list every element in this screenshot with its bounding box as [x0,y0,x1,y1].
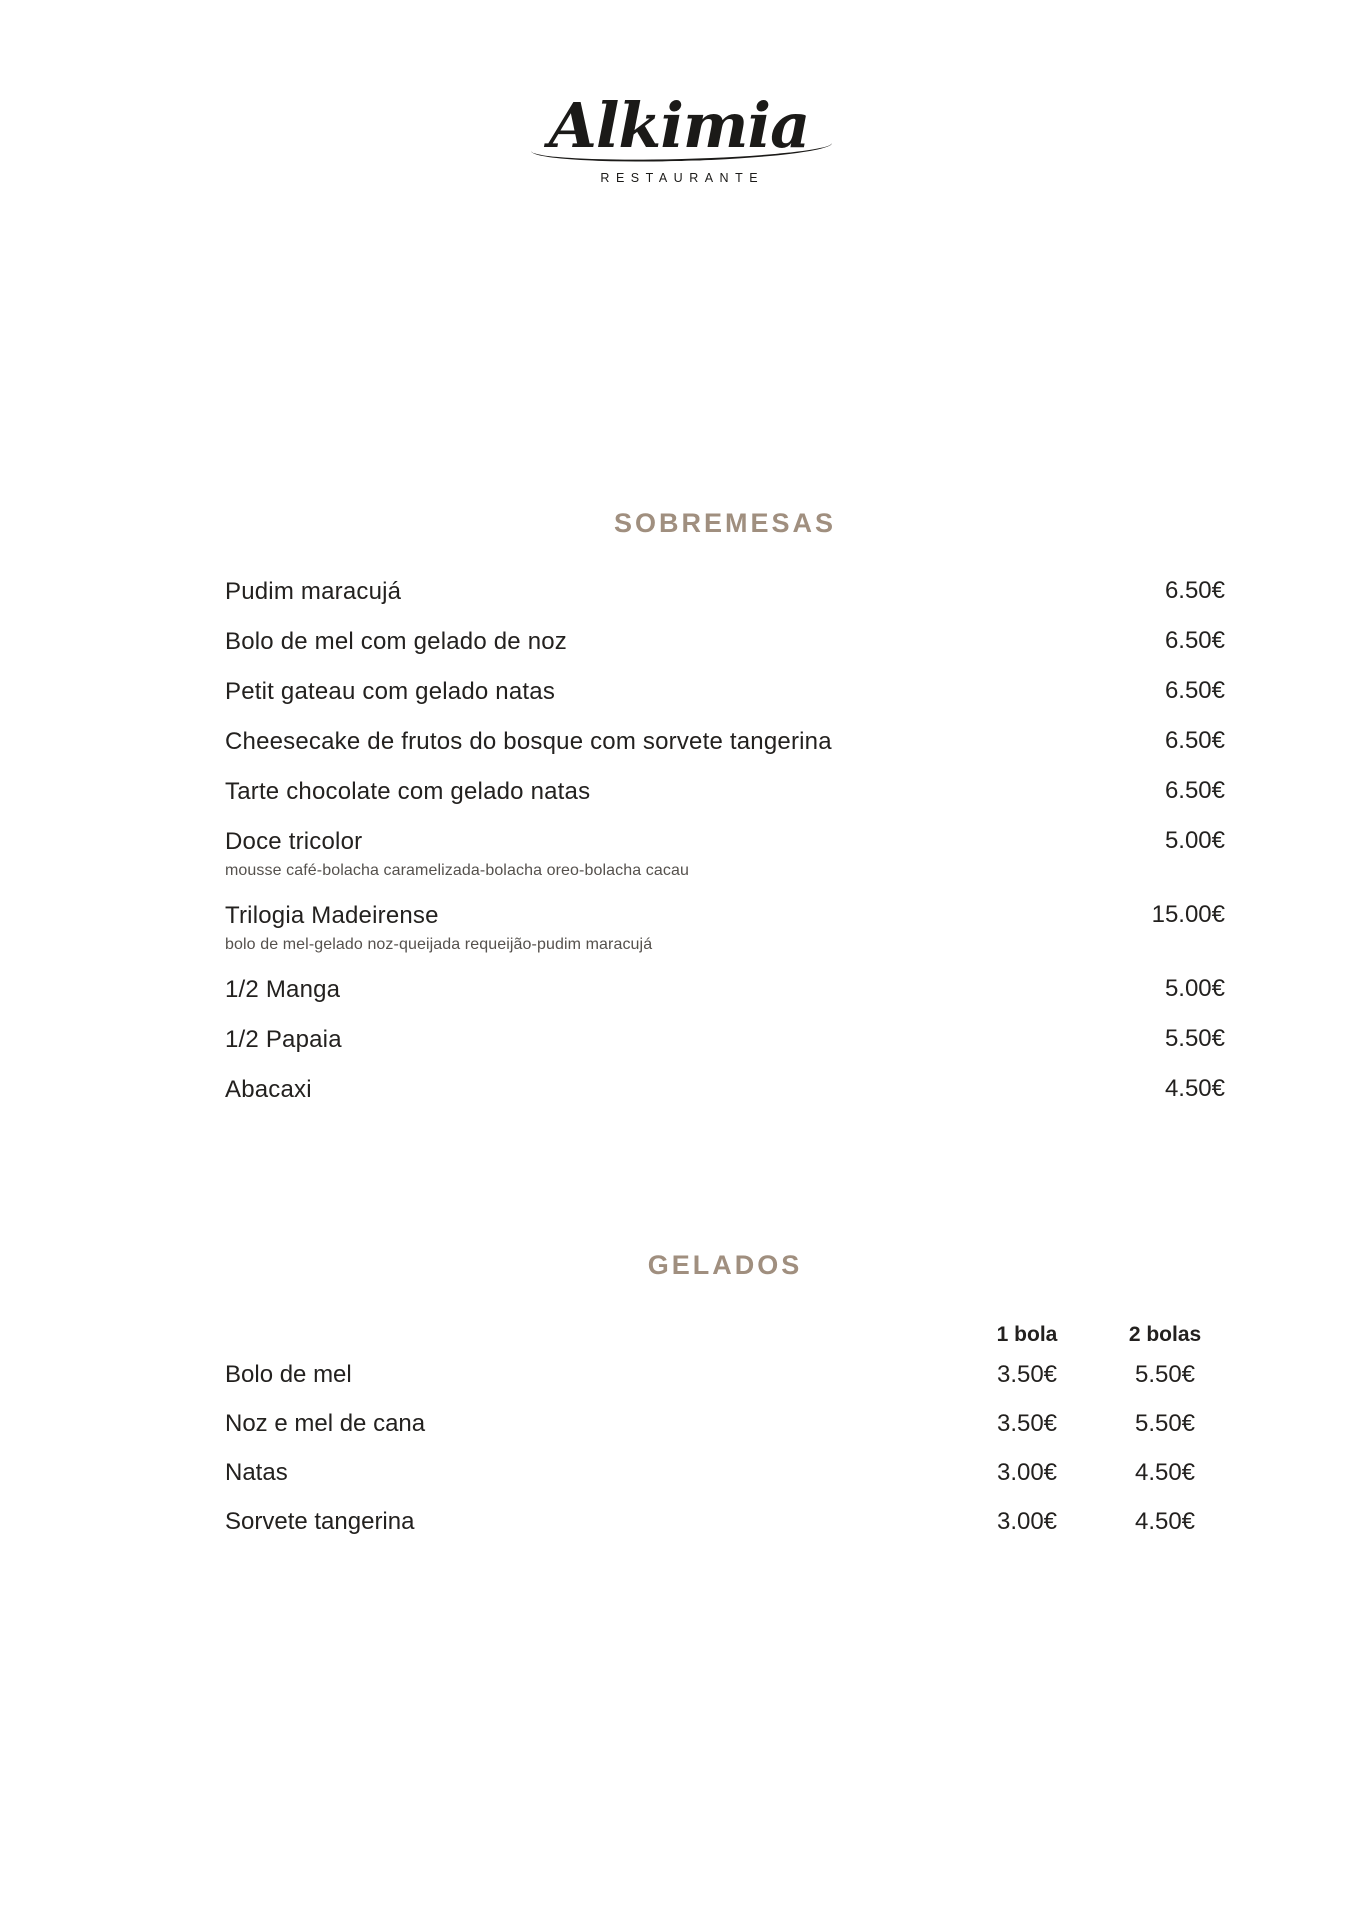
menu-item-name: Tarte chocolate com gelado natas [225,778,591,805]
sobremesas-section [225,508,1225,1125]
menu-item-price: 5.00€ [1164,975,1225,1002]
gelados-section [225,1250,1225,1557]
menu-item [225,975,1225,1005]
gelado-price-1-bola: 3.50€ [996,1410,1058,1437]
gelado-row [225,1361,1225,1389]
gelado-row [225,1508,1225,1536]
menu-item-texts [225,727,1105,757]
menu-item-name: Abacaxi [225,1076,312,1103]
menu-item-name: 1/2 Papaia [225,1026,342,1053]
gelado-name: Bolo de mel [225,1361,352,1388]
menu-item-price: 6.50€ [1164,777,1225,804]
menu-item-texts [225,901,1105,955]
gelado-price-2-bolas: 5.50€ [1134,1361,1196,1388]
gelado-price-1-bola: 3.00€ [996,1508,1058,1535]
menu-item-price: 6.50€ [1164,627,1225,654]
menu-item-price: 6.50€ [1164,677,1225,704]
menu-item [225,827,1225,881]
gelado-price-2-bolas: 5.50€ [1134,1410,1196,1437]
menu-item-price: 5.50€ [1164,1025,1225,1052]
menu-item-name: 1/2 Manga [225,976,341,1003]
column-header-2-bolas: 2 bolas [1128,1323,1202,1346]
gelado-name: Sorvete tangerina [225,1508,415,1535]
menu-item-description: mousse café-bolacha caramelizada-bolacha oreo-bolacha cacau [225,862,689,879]
gelados-item-list [225,1361,1225,1536]
menu-item-name: Cheesecake de frutos do bosque com sorvete tangerina [225,728,832,755]
gelado-price-2-bolas: 4.50€ [1134,1459,1196,1486]
menu-item-name: Petit gateau com gelado natas [225,678,556,705]
menu-item-name: Trilogia Madeirense [225,902,439,929]
menu-item-price: 15.00€ [1151,901,1225,928]
menu-item [225,727,1225,757]
menu-item-price: 6.50€ [1164,577,1225,604]
menu-item-name: Pudim maracujá [225,578,402,605]
menu-item [225,577,1225,607]
gelado-name: Noz e mel de cana [225,1410,426,1437]
gelado-price-1-bola: 3.50€ [996,1361,1058,1388]
menu-item-texts [225,627,1105,657]
menu-item-price: 6.50€ [1164,727,1225,754]
menu-item-name: Bolo de mel com gelado de noz [225,628,568,655]
menu-item-price: 4.50€ [1164,1075,1225,1102]
gelado-row [225,1410,1225,1438]
gelados-column-headers [225,1323,1225,1347]
sobremesas-item-list [225,577,1225,1105]
menu-item-description: bolo de mel-gelado noz-queijada requeijão-pudim maracujá [225,936,653,953]
menu-item-texts [225,677,1105,707]
menu-item-texts [225,777,1105,807]
column-header-1-bola: 1 bola [996,1323,1058,1346]
menu-item [225,1025,1225,1055]
menu-item-name: Doce tricolor [225,828,363,855]
menu-item-price: 5.00€ [1164,827,1225,854]
gelado-name: Natas [225,1459,288,1486]
menu-item [225,777,1225,807]
logo-subtitle: RESTAURANTE [600,171,765,185]
section-title-gelados: GELADOS [647,1250,803,1280]
menu-item-texts [225,577,1105,607]
gelado-row [225,1459,1225,1487]
menu-item-texts [225,1025,1105,1055]
logo-wordmark: Alkimia [548,89,810,162]
gelado-price-1-bola: 3.00€ [996,1459,1058,1486]
menu-item [225,901,1225,955]
section-title-sobremesas: SOBREMESAS [613,508,837,538]
restaurant-logo [0,89,1358,185]
menu-item [225,677,1225,707]
menu-item-texts [225,975,1105,1005]
menu-item-texts [225,827,1105,881]
menu-item [225,627,1225,657]
menu-item-texts [225,1075,1105,1105]
menu-item [225,1075,1225,1105]
gelado-price-2-bolas: 4.50€ [1134,1508,1196,1535]
